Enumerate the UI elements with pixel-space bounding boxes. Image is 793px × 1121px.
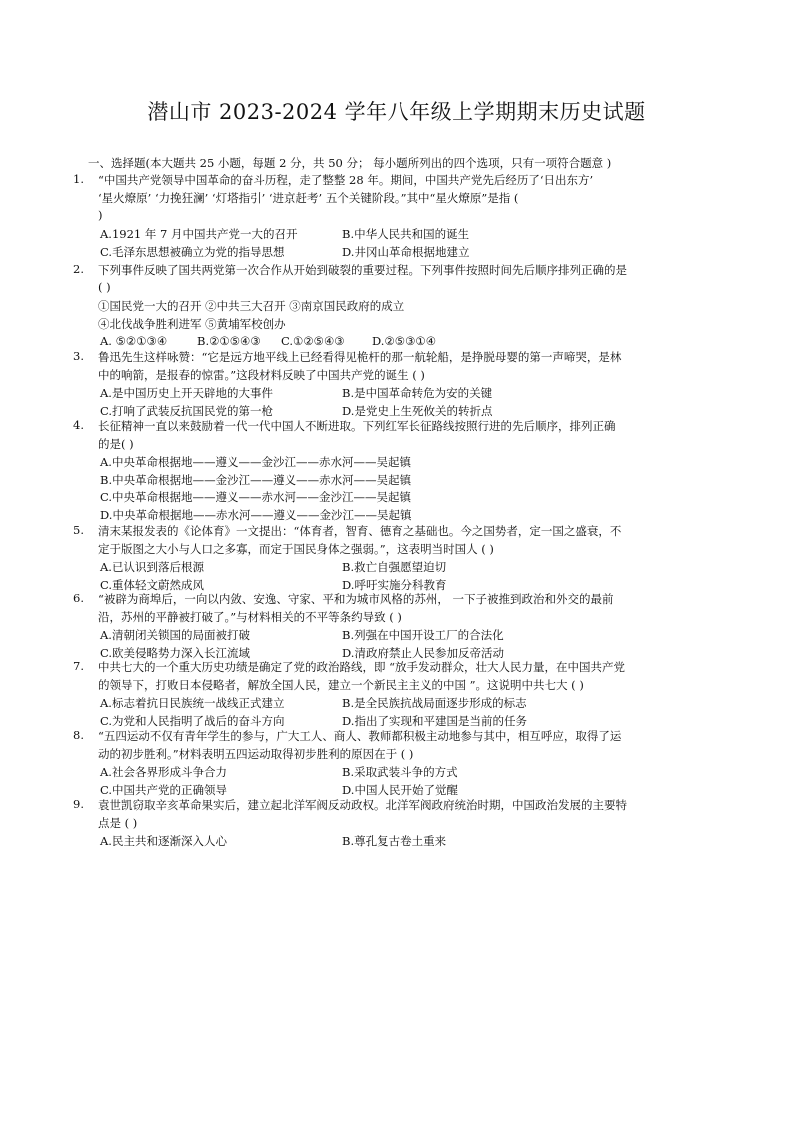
question-number: 4. <box>73 418 84 432</box>
answer-option[interactable]: D.是党史上生死攸关的转折点 <box>342 403 493 418</box>
question-text-line: 沿，苏州的平静被打破了。”与材料相关的不平等条约导致 ( ) <box>98 610 402 624</box>
question-number: 2. <box>73 262 84 276</box>
answer-option[interactable]: A.是中国历史上开天辟地的大事件 <box>100 386 273 400</box>
question-text-line: 动的初步胜利。”材料表明五四运动取得初步胜利的原因在于 ( ) <box>98 747 414 761</box>
question-text-line: “中国共产党领导中国革命的奋斗历程，走了整整 28 年。期间，中国共产党先后经历了‘日出东方’ <box>98 173 594 187</box>
answer-option[interactable]: A.已认识到落后根源 <box>100 560 204 574</box>
answer-option[interactable]: B.中央革命根据地——金沙江——遵义——赤水河——吴起镇 <box>100 472 412 487</box>
answer-option[interactable]: A.清朝闭关锁国的局面被打破 <box>100 628 250 642</box>
answer-option[interactable]: C.中央革命根据地——遵义——赤水河——金沙江——吴起镇 <box>100 490 412 504</box>
answer-option[interactable]: A. ⑤②①③④ <box>100 334 168 348</box>
question-number: 5. <box>73 523 84 537</box>
question-number: 9. <box>73 797 84 811</box>
question-text-line: 鲁迅先生这样咏赞：“它是远方地平线上已经看得见桅杆的那一航轮船，是挣脱母婴的第一声啼哭，是林 <box>98 350 622 364</box>
answer-option[interactable]: C.重体轻文蔚然成风 <box>100 577 205 592</box>
answer-option[interactable]: B.采取武装斗争的方式 <box>342 765 458 779</box>
answer-option[interactable]: D.井冈山革命根据地建立 <box>342 244 470 259</box>
answer-option[interactable]: A.1921 年 7 月中国共产党一大的召开 <box>100 227 298 241</box>
question-number: 3. <box>73 349 84 363</box>
answer-option[interactable]: D.呼吁实施分科教育 <box>342 577 447 592</box>
answer-option[interactable]: A.社会各界形成斗争合力 <box>100 765 227 779</box>
question-text-line: 中的响箭，是报春的惊雷。”这段材料反映了中国共产党的诞生 ( ) <box>98 368 425 382</box>
answer-option[interactable]: A.标志着抗日民族统一战线正式建立 <box>100 696 285 710</box>
answer-option[interactable]: B.救亡自强愿望迫切 <box>342 560 447 574</box>
question-text-line: ( ) <box>98 280 111 294</box>
question-text-line: “被辟为商埠后，一向以内敛、安逸、守家、平和为城市风格的苏州， 一下子被推到政治和外交的最前 <box>98 592 614 606</box>
answer-option[interactable]: C.①②⑤④③ <box>281 334 345 348</box>
answer-option[interactable]: C.为党和人民指明了战后的奋斗方向 <box>100 713 285 728</box>
answer-option[interactable]: D.指出了实现和平建国是当前的任务 <box>342 713 527 728</box>
question-number: 6. <box>73 591 84 605</box>
answer-option[interactable]: A.中央革命根据地——遵义——金沙江——赤水河——吴起镇 <box>100 455 411 469</box>
question-number: 7. <box>73 659 84 673</box>
answer-option[interactable]: B.尊孔复古卷土重来 <box>342 834 447 848</box>
answer-option[interactable]: D.中国人民开始了觉醒 <box>342 782 458 797</box>
question-text-line: ①国民党一大的召开 ②中共三大召开 ③南京国民政府的成立 <box>98 299 405 313</box>
question-text-line: “五四运动不仅有青年学生的参与，广大工人、商人、教师都积极主动地参与其中，相互呼应，取得了运 <box>98 729 622 743</box>
answer-option[interactable]: C.打响了武装反抗国民党的第一枪 <box>100 403 274 418</box>
question-text-line: 袁世凯窃取辛亥革命果实后，建立起北洋军阀反动政权。北洋军阀政府统治时期，中国政治发展的主要特 <box>98 798 627 812</box>
answer-option[interactable]: B.②①⑤④③ <box>197 334 261 348</box>
question-text-line: 下列事件反映了国共两党第一次合作从开始到破裂的重要过程。下列事件按照时间先后顺序排列正确的是 <box>98 263 627 277</box>
answer-option[interactable]: C.中国共产党的正确领导 <box>100 782 228 797</box>
question-text-line: 点是 ( ) <box>98 816 138 830</box>
answer-option[interactable]: C.毛泽东思想被确立为党的指导思想 <box>100 244 285 259</box>
section-heading: 一、选择题(本大题共 25 小题，每题 2 分，共 50 分； 每小题所列出的四个选项，只有一项符合题意 ) <box>88 156 612 170</box>
answer-option[interactable]: D.清政府禁止人民参加反帝活动 <box>342 645 504 660</box>
question-text-line: ‘星火燎原’ ‘力挽狂澜’ ‘灯塔指引’ ‘进京赶考’ 五个关键阶段。”其中“星火燎原”是指 ( <box>98 191 519 205</box>
question-text-line: 长征精神一直以来鼓励着一代一代中国人不断进取。下列红军长征路线按照行进的先后顺序，排列正确 <box>98 419 616 433</box>
exam-title: 潜山市 2023-2024 学年八年级上学期期末历史试题 <box>147 100 646 124</box>
question-text-line: 中共七大的一个重大历史功绩是确定了党的政治路线，即 “放手发动群众，壮大人民力量，在中国共产党 <box>98 660 626 674</box>
answer-option[interactable]: C.欧美侵略势力深入长江流域 <box>100 645 251 660</box>
answer-option[interactable]: B.中华人民共和国的诞生 <box>342 227 470 241</box>
question-text-line: 定于版图之大小与人口之多寡，而定于国民身体之强弱。”，这表明当时国人 ( ) <box>98 542 494 556</box>
question-text-line: ④北伐战争胜利进军 ⑤黄埔军校创办 <box>98 317 286 331</box>
question-number: 1. <box>73 172 84 186</box>
question-number: 8. <box>73 728 84 742</box>
question-text-line: 清末某报发表的《论体育》一文提出：“体育者，智育、德育之基础也。今之国势者，定一国之盛衰，不 <box>98 524 622 538</box>
question-text-line: ) <box>98 208 103 222</box>
answer-option[interactable]: A.民主共和逐渐深入人心 <box>100 834 227 848</box>
question-text-line: 的是( ) <box>98 437 134 451</box>
answer-option[interactable]: B.是全民族抗战局面逐步形成的标志 <box>342 696 527 710</box>
question-text-line: 的领导下，打败日本侵略者，解放全国人民，建立一个新民主主义的中国 ”。这说明中共七大 ( ) <box>98 678 584 692</box>
answer-option[interactable]: B.是中国革命转危为安的关键 <box>342 386 493 400</box>
answer-option[interactable]: D.中央革命根据地——赤水河——遵义——金沙江——吴起镇 <box>100 507 412 522</box>
answer-option[interactable]: B.列强在中国开设工厂的合法化 <box>342 628 504 642</box>
answer-option[interactable]: D.②⑤③①④ <box>372 334 437 348</box>
